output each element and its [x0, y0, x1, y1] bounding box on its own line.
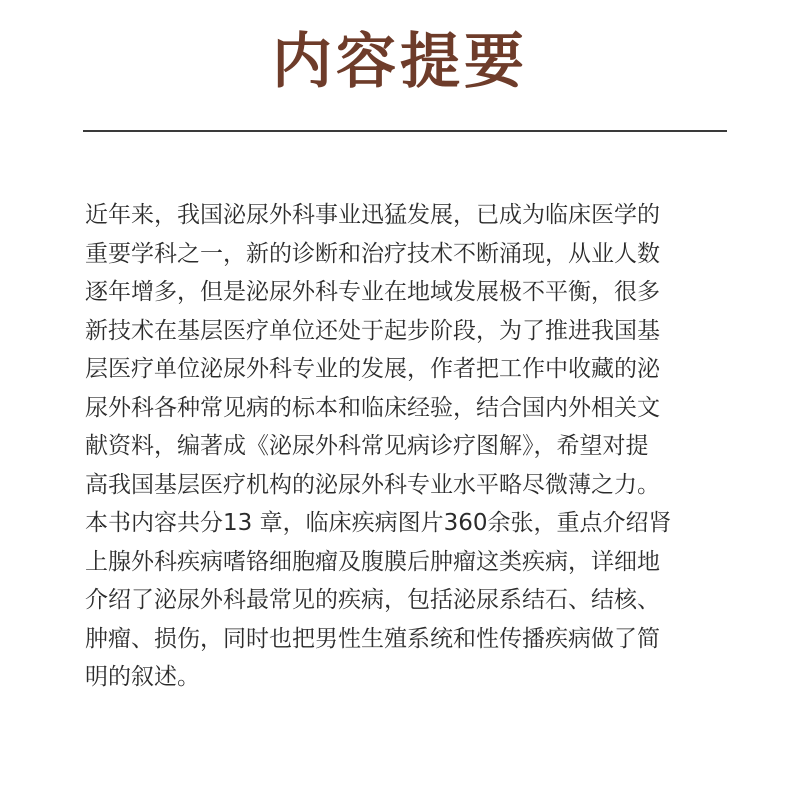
summary-paragraph — [85, 196, 725, 697]
paragraph-line: 近年来，我国泌尿外科事业迅猛发展，已成为临床医学的 — [85, 202, 660, 228]
paragraph-line: 上腺外科疾病嗜铬细胞瘤及腹膜后肿瘤这类疾病，详细地 — [85, 548, 660, 575]
paragraph-line: 逐年增多，但是泌尿外科专业在地域发展极不平衡，很多 — [85, 279, 660, 305]
paragraph-line: 介绍了泌尿外科最常见的疾病，包括泌尿系结石、结核、 — [85, 587, 660, 613]
paragraph-line: 新技术在基层医疗单位还处于起步阶段，为了推进我国基 — [85, 317, 660, 344]
paragraph-line: 层医疗单位泌尿外科专业的发展，作者把工作中收藏的泌 — [85, 356, 660, 382]
paragraph-line: 高我国基层医疗机构的泌尿外科专业水平略尽微薄之力。 — [85, 471, 660, 498]
title-divider — [83, 130, 727, 132]
paragraph-line: 重要学科之一，新的诊断和治疗技术不断涌现，从业人数 — [85, 240, 660, 267]
paragraph-line: 献资料，编著成《泌尿外科常见病诊疗图解》，希望对提 — [85, 433, 649, 459]
paragraph-line: 本书内容共分13 章，临床疾病图片360余张，重点介绍肾 — [85, 510, 672, 536]
paragraph-line: 尿外科各种常见病的标本和临床经验，结合国内外相关文 — [85, 394, 660, 421]
paragraph-line: 肿瘤、损伤，同时也把男性生殖系统和性传播疾病做了简 — [85, 625, 660, 652]
page-title: 内容提要 — [272, 27, 528, 97]
paragraph-line: 明的叙述。 — [85, 664, 200, 690]
